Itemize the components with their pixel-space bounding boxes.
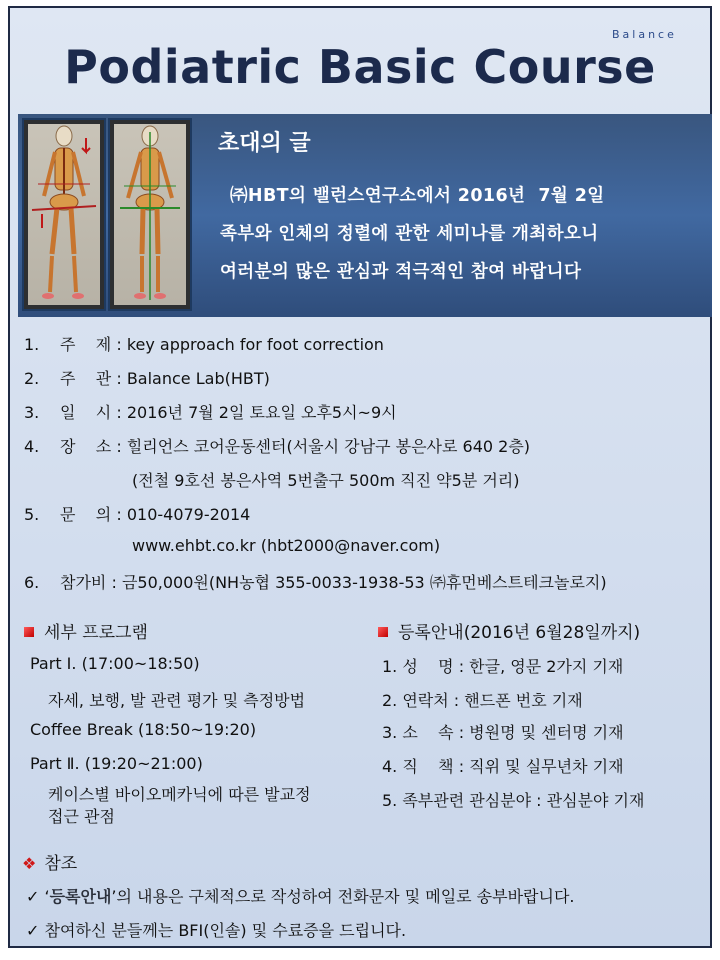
page-title: Podiatric Basic Course (64, 40, 656, 94)
registration-item: 5. 족부관련 관심분야 : 관심분야 기재 (382, 791, 645, 810)
registration-item: 1. 성 명 : 한글, 영문 2가지 기재 (382, 657, 624, 676)
checkmark-icon: ✓ (26, 921, 45, 940)
program-item: Coffee Break (18:50~19:20) (30, 720, 257, 739)
info-row-contact: 5. 문 의 : 010-4079-2014 (24, 505, 251, 524)
info-row-fee: 6. 참가비 : 금50,000원(NH농협 355-0033-1938-53 ㈜휴먼베스트테크놀로지) (24, 573, 607, 592)
program-item: Part Ⅱ. (19:20~21:00) (30, 754, 203, 773)
brand-logo: Balance (612, 28, 677, 41)
notes-heading: ❖ 참조 (22, 854, 78, 874)
skeleton-image-right (108, 118, 192, 311)
program-item: 케이스별 바이오메카닉에 따른 발교정 (48, 785, 311, 804)
note-item: ✓ ‘등록안내’의 내용은 구체적으로 작성하여 전화문자 및 메일로 송부바랍니다. (26, 887, 575, 906)
info-row-datetime: 3. 일 시 : 2016년 7월 2일 토요일 오후5시~9시 (24, 403, 397, 422)
info-row-website[interactable]: www.ehbt.co.kr (hbt2000@naver.com) (132, 536, 441, 555)
invitation-banner (18, 114, 712, 317)
info-row-host: 2. 주 관 : Balance Lab(HBT) (24, 369, 270, 388)
registration-item: 4. 직 책 : 직위 및 실무년차 기재 (382, 757, 624, 776)
diamond-bullet-icon: ❖ (22, 854, 37, 873)
checkmark-icon: ✓ (26, 887, 45, 906)
program-item: 접근 관점 (48, 807, 115, 826)
invitation-heading: 초대의 글 (218, 131, 311, 156)
skeleton-image-left (22, 118, 106, 311)
info-row-topic: 1. 주 제 : key approach for foot correction (24, 335, 384, 354)
red-square-bullet-icon (24, 627, 34, 637)
invitation-line: 여러분의 많은 관심과 적극적인 참여 바랍니다 (220, 262, 582, 282)
info-row-venue: 4. 장 소 : 힐리언스 코어운동센터(서울시 강남구 봉은사로 640 2층) (24, 437, 531, 456)
red-square-bullet-icon (378, 627, 388, 637)
program-heading: 세부 프로그램 (24, 618, 148, 643)
info-row-directions: (전철 9호선 봉은사역 5번출구 500m 직진 약5분 거리) (132, 471, 520, 490)
invitation-line: 족부와 인체의 정렬에 관한 세미나를 개최하오니 (220, 224, 599, 244)
program-item: 자세, 보행, 발 관련 평가 및 측정방법 (48, 691, 306, 710)
invitation-line: ㈜HBT의 밸런스연구소에서 2016년 7월 2일 (230, 186, 605, 206)
note-item: ✓ 참여하신 분들께는 BFI(인솔) 및 수료증을 드립니다. (26, 921, 407, 940)
program-item: Part Ⅰ. (17:00~18:50) (30, 654, 200, 673)
registration-item: 2. 연락처 : 핸드폰 번호 기재 (382, 691, 583, 710)
registration-item: 3. 소 속 : 병원명 및 센터명 기재 (382, 723, 624, 742)
registration-heading: 등록안내(2016년 6월28일까지) (378, 618, 640, 643)
